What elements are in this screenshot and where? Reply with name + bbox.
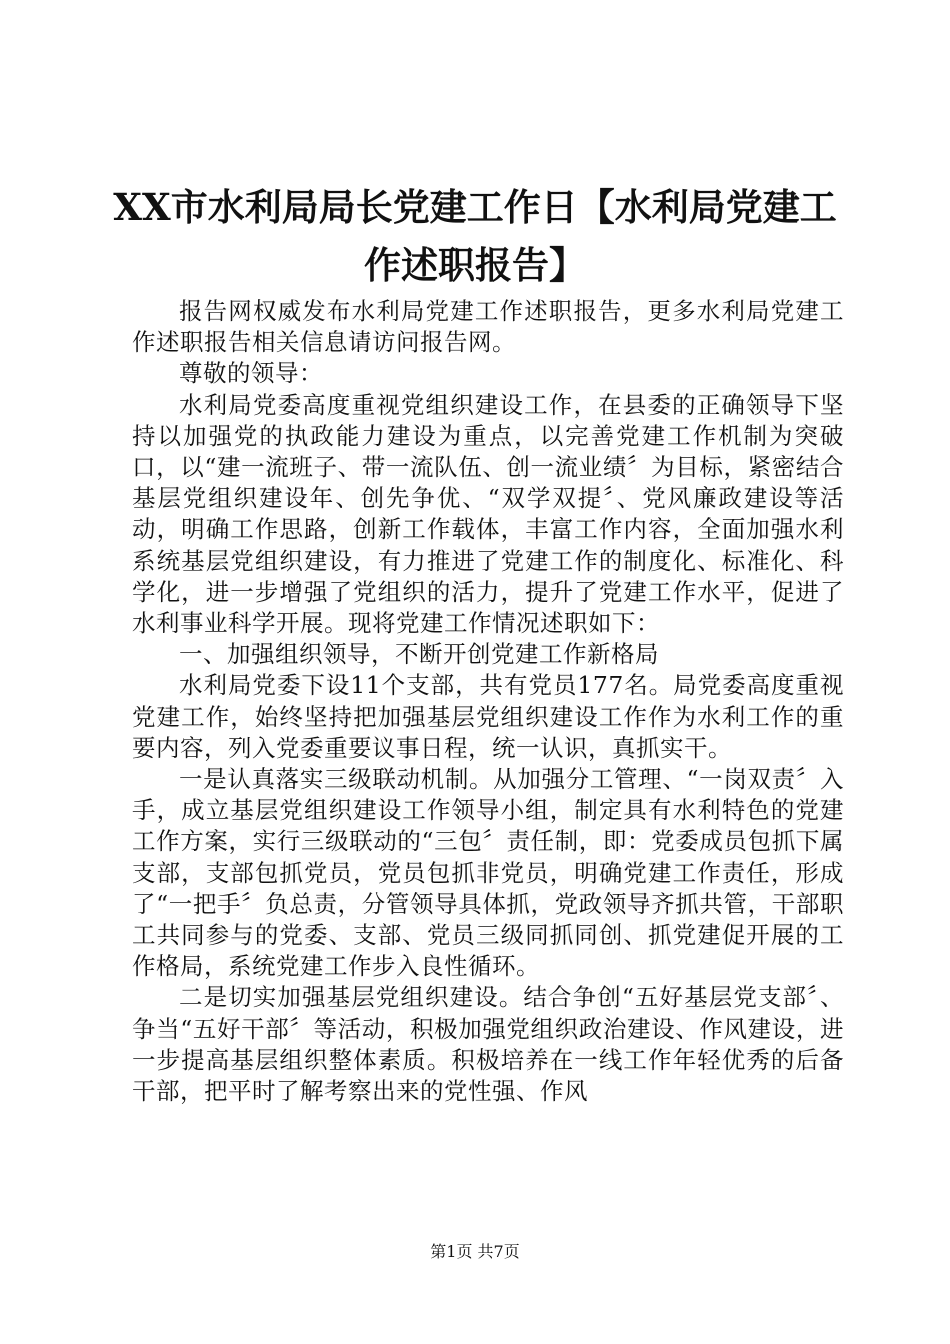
- body-paragraph: 一是认真落实三级联动机制。从加强分工管理、“一岗双责〞入手，成立基层党组织建设工作领导小组，制定具有水利特色的党建工作方案，实行三级联动的“三包〞责任制，即：党委成员包抓下属支部，支部包抓党员，党员包抓非党员，明确党建工作责任，形成了“一把手〞负总责，分管领导具体抓，党政领导齐抓共管，干部职工共同参与的党委、支部、党员三级同抓同创、抓党建促开展的工作格局，系统党建工作步入良性循环。: [132, 765, 844, 981]
- document-body: [132, 296, 844, 1107]
- body-paragraph: 二是切实加强基层党组织建设。结合争创“五好基层党支部〞、争当“五好干部〞等活动，积极加强党组织政治建设、作风建设，进一步提高基层组织整体素质。积极培养在一线工作年轻优秀的后备干部，把平时了解考察出来的党性强、作风: [132, 983, 844, 1106]
- salutation: 尊敬的领导：: [179, 359, 323, 388]
- body-paragraph: 水利局党委高度重视党组织建设工作，在县委的正确领导下坚持以加强党的执政能力建设为重点，以完善党建工作机制为突破口，以“建一流班子、带一流队伍、创一流业绩〞为目标，紧密结合基层党组织建设年、创先争优、“双学双提〞、党风廉政建设等活动，明确工作思路，创新工作载体，丰富工作内容，全面加强水利系统基层党组织建设，有力推进了党建工作的制度化、标准化、科学化，进一步增强了党组织的活力，提升了党建工作水平，促进了水利事业科学开展。现将党建工作情况述职如下：: [132, 390, 844, 638]
- body-paragraph: 水利局党委下设11个支部，共有党员177名。局党委高度重视党建工作，始终坚持把加强基层党组织建设工作作为水利工作的重要内容，列入党委重要议事日程，统一认识，真抓实干。: [132, 671, 844, 762]
- page-number-footer: 第1页 共7页: [430, 1242, 520, 1261]
- document-title: XX市水利局局长党建工作日【水利局党建工作述职报告】: [113, 185, 837, 287]
- intro-paragraph: 报告网权威发布水利局党建工作述职报告，更多水利局党建工作述职报告相关信息请访问报告网。: [132, 297, 844, 357]
- section-heading: 一、加强组织领导，不断开创党建工作新格局: [179, 640, 659, 669]
